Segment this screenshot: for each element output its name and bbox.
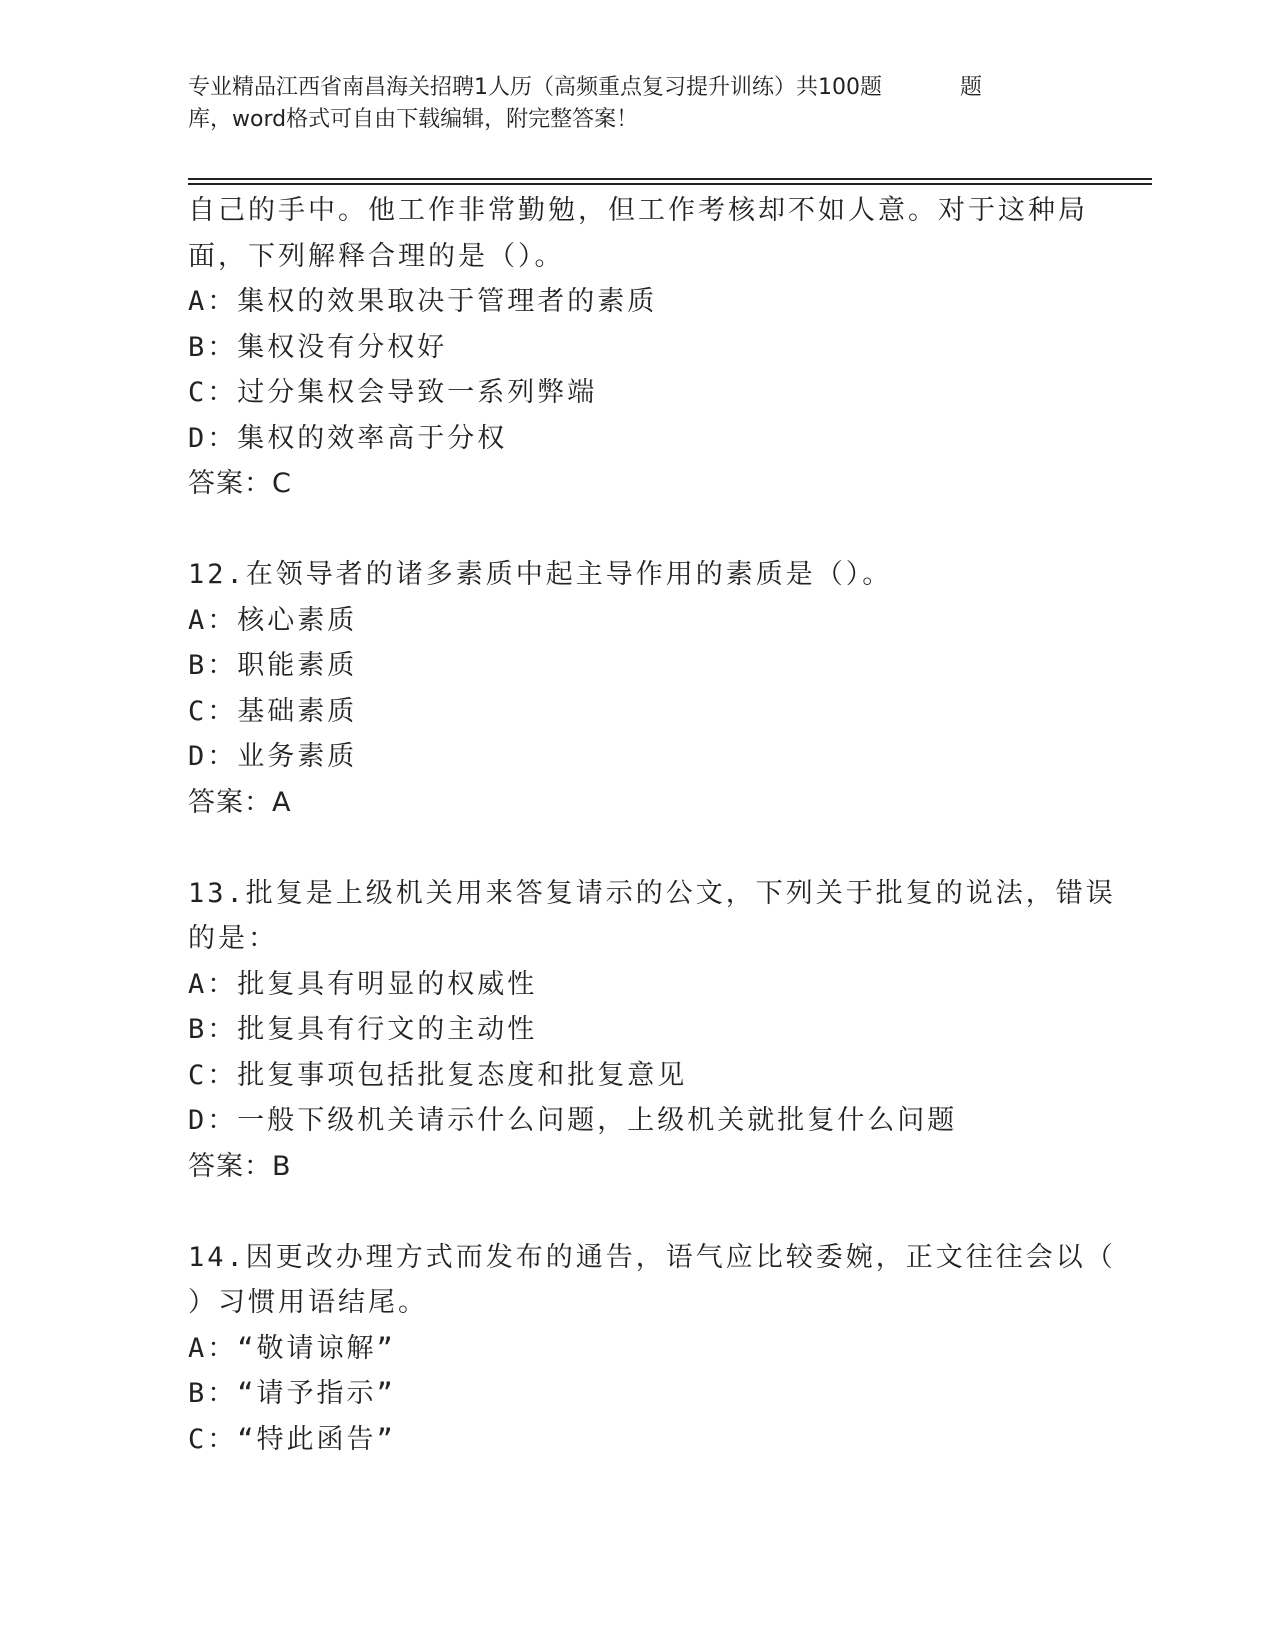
header-divider-top <box>188 178 1152 180</box>
answer: 答案：B <box>188 1150 292 1182</box>
question-stem: 面，下列解释合理的是（）。 <box>188 240 565 272</box>
question-content <box>188 188 1116 1462</box>
question-14 <box>188 1235 1116 1463</box>
question-stem: 自己的手中。他工作非常勤勉，但工作考核却不如人意。对于这种局 <box>188 195 1088 226</box>
option-a: A：“敬请谅解” <box>188 1332 396 1364</box>
question-stem: 12.在领导者的诸多素质中起主导作用的素质是（）。 <box>188 559 893 590</box>
option-a: A：核心素质 <box>188 604 358 636</box>
question-stem: 的是： <box>188 923 278 954</box>
document-header <box>188 72 1088 136</box>
header-title: 专业精品江西省南昌海关招聘1人历（高频重点复习提升训练）共100题 <box>188 75 882 100</box>
spacer <box>188 1189 1088 1235</box>
option-b: B：批复具有行文的主动性 <box>188 1014 538 1045</box>
option-c: C：批复事项包括批复态度和批复意见 <box>188 1059 688 1091</box>
spacer <box>188 507 1088 553</box>
option-b: B：职能素质 <box>188 650 358 681</box>
option-c: C：“特此函告” <box>188 1423 396 1455</box>
spacer <box>188 825 1088 871</box>
header-title-tail: 题 <box>960 75 983 100</box>
option-b: B：集权没有分权好 <box>188 331 448 363</box>
header-line-1 <box>188 72 1088 104</box>
option-b: B：“请予指示” <box>188 1378 396 1409</box>
answer: 答案：A <box>188 786 292 818</box>
option-d: D：业务素质 <box>188 741 358 772</box>
question-stem: 13.批复是上级机关用来答复请示的公文，下列关于批复的说法，错误 <box>188 877 1116 909</box>
question-12 <box>188 552 1088 825</box>
header-line-2: 库，word格式可自由下载编辑，附完整答案！ <box>188 107 639 132</box>
option-a: A：批复具有明显的权威性 <box>188 968 538 1000</box>
question-stem: 14.因更改办理方式而发布的通告，语气应比较委婉，正文往往会以（ <box>188 1241 1116 1273</box>
question-13 <box>188 871 1116 1190</box>
question-stem: ）习惯用语结尾。 <box>188 1287 428 1318</box>
option-c: C：过分集权会导致一系列弊端 <box>188 377 598 408</box>
question-11 <box>188 188 1088 507</box>
header-divider-bottom <box>188 183 1152 185</box>
option-a: A：集权的效果取决于管理者的素质 <box>188 286 658 317</box>
option-c: C：基础素质 <box>188 695 358 727</box>
option-d: D：集权的效率高于分权 <box>188 422 508 454</box>
option-d: D：一般下级机关请示什么问题，上级机关就批复什么问题 <box>188 1105 958 1136</box>
answer: 答案：C <box>188 468 292 499</box>
